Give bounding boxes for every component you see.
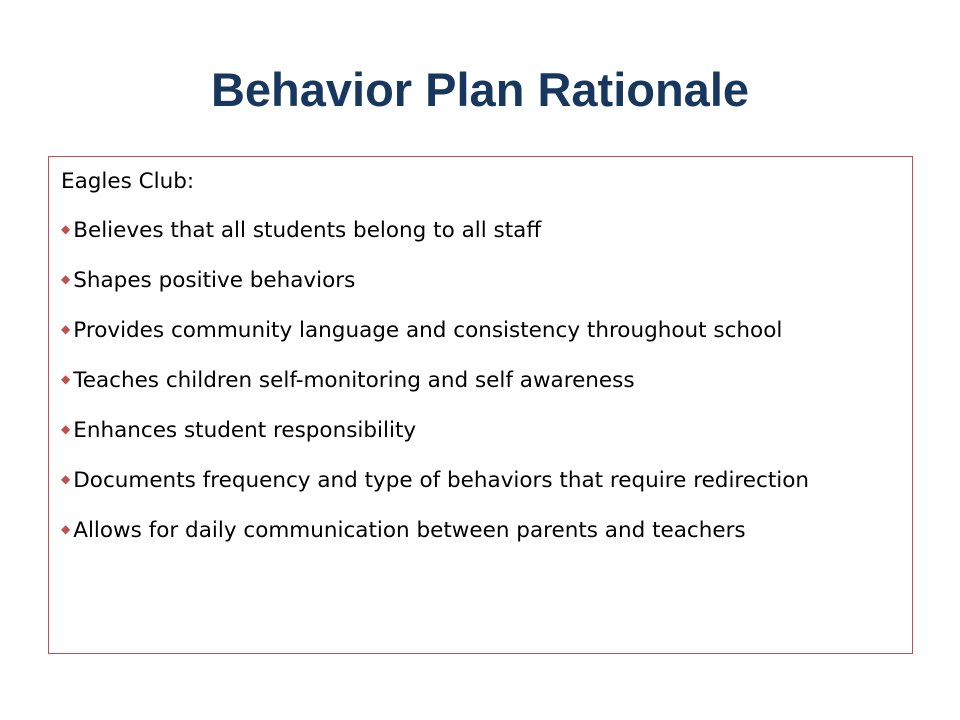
diamond-bullet-icon: ◆	[61, 522, 71, 536]
intro-text: Eagles Club:	[61, 169, 195, 194]
bullet-text: Allows for daily communication between parents and teachers	[73, 518, 746, 543]
bullet-text: Provides community language and consistency throughout school	[73, 318, 783, 343]
diamond-bullet-icon: ◆	[61, 372, 71, 386]
bullet-item	[61, 266, 902, 295]
content-box	[48, 156, 913, 654]
bullet-item	[61, 516, 902, 545]
bullet-text: Enhances student responsibility	[73, 418, 417, 443]
diamond-bullet-icon: ◆	[61, 222, 71, 236]
bullet-item	[61, 366, 902, 395]
bullet-text: Documents frequency and type of behaviors that require redirection	[73, 468, 810, 493]
diamond-bullet-icon: ◆	[61, 422, 71, 436]
bullet-item	[61, 216, 902, 245]
bullet-text: Teaches children self-monitoring and self awareness	[73, 368, 635, 393]
bullet-item	[61, 316, 902, 345]
bullet-text: Believes that all students belong to all staff	[73, 218, 542, 243]
bullet-list	[61, 216, 902, 545]
diamond-bullet-icon: ◆	[61, 322, 71, 336]
diamond-bullet-icon: ◆	[61, 272, 71, 286]
diamond-bullet-icon: ◆	[61, 472, 71, 486]
slide-title: Behavior Plan Rationale	[210, 63, 750, 116]
bullet-item	[61, 466, 902, 495]
bullet-text: Shapes positive behaviors	[73, 268, 356, 293]
bullet-item	[61, 416, 902, 445]
